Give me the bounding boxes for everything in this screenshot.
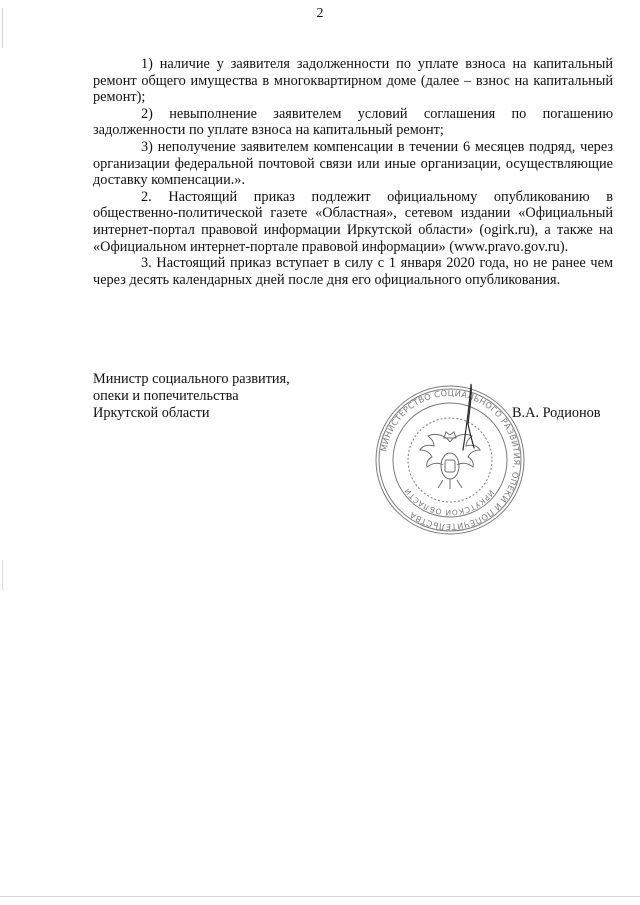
paragraph-item-2: 2) невыполнение заявителем условий соглашения по погашению задолженности по уплате взноса на капитальный ремонт; <box>93 105 613 139</box>
seal-outer-text: МИНИСТЕРСТВО СОЦИАЛЬНОГО РАЗВИТИЯ, ОПЕКИ И ПОПЕЧИТЕЛЬСТВА <box>378 387 523 533</box>
signatory-position-line: Министр социального развития, <box>93 371 290 387</box>
coat-of-arms-icon <box>420 432 480 489</box>
scan-edge-mark <box>2 8 3 48</box>
signatory-position-line: опеки и попечительства <box>93 388 239 404</box>
scan-edge-mark <box>2 560 3 590</box>
signatory-position <box>93 371 333 422</box>
signatory-name: В.А. Родионов <box>512 405 601 421</box>
paragraph-clause-2: 2. Настоящий приказ подлежит официальному опубликованию в общественно-политической газете «Областная», сетевом издании «Официальный интернет-портал правовой информации Иркутской области» (ogirk.ru), а также на «Официальном интернет-портале правовой информации» (www.pravo.gov.ru). <box>93 188 613 255</box>
paragraph-item-3: 3) неполучение заявителем компенсации в течении 6 месяцев подряд, через организации федеральной почтовой связи или иные организации, осуществляющие доставку компенсации.». <box>93 138 613 189</box>
signatory-position-line: Иркутской области <box>93 405 210 421</box>
seal-inner-text: ИРКУТСКОЙ ОБЛАСТИ <box>402 486 496 518</box>
page-number: 2 <box>316 6 324 21</box>
official-seal <box>370 380 530 540</box>
document-body <box>93 56 613 288</box>
scan-edge-mark <box>0 896 640 897</box>
paragraph-clause-3: 3. Настоящий приказ вступает в силу с 1 января 2020 года, но не ранее чем через десять календарных дней после дня его официального опубликования. <box>93 255 613 288</box>
paragraph-item-1: 1) наличие у заявителя задолженности по уплате взноса на капитальный ремонт общего имущества в многоквартирном доме (далее – взнос на капитальный ремонт); <box>93 56 613 106</box>
